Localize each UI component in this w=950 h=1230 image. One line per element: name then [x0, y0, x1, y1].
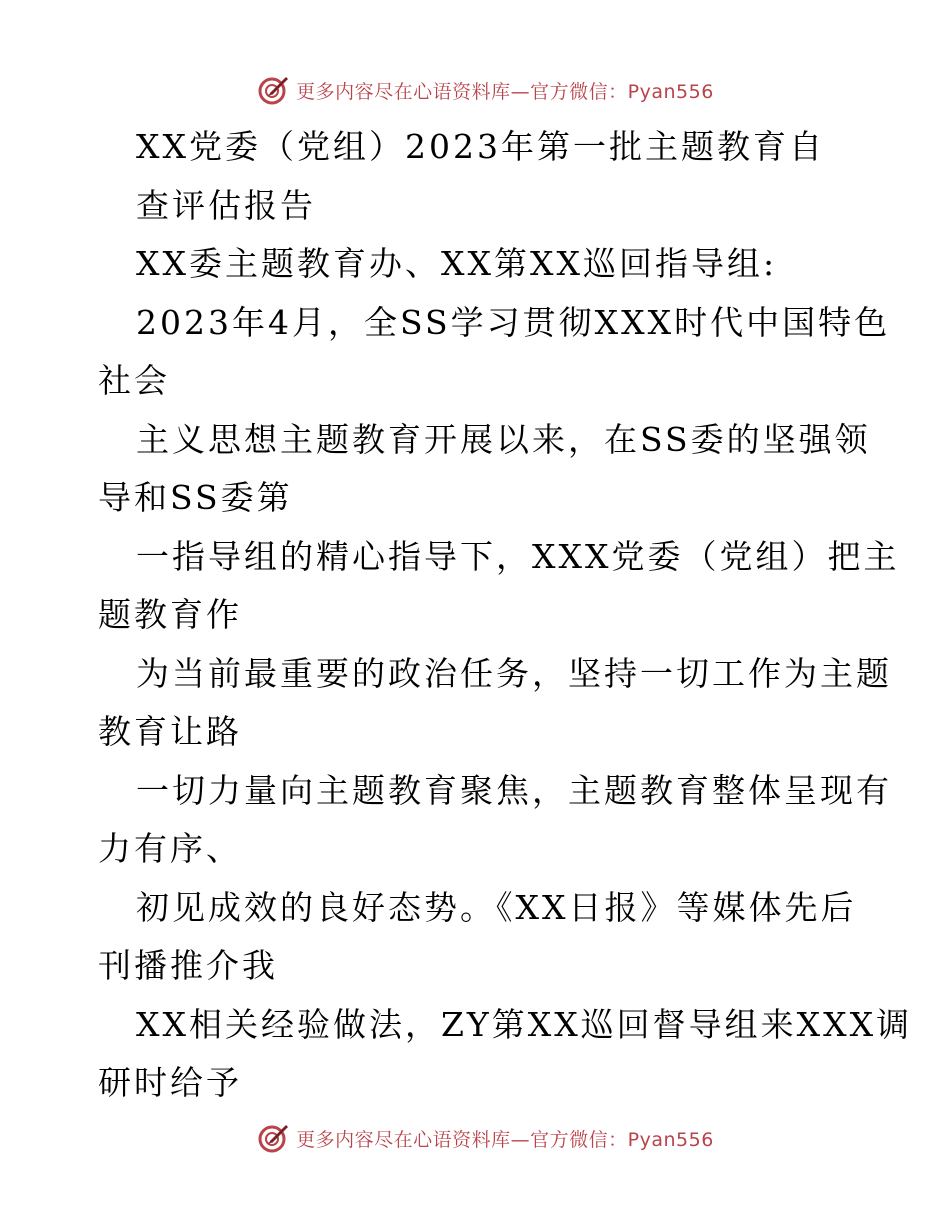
- document-line: 刊播推介我: [98, 946, 278, 985]
- document-line: XX委主题教育办、XX第XX巡回指导组:: [136, 244, 778, 283]
- document-line: XX相关经验做法，ZY第XX巡回督导组来XXX调: [136, 1004, 913, 1044]
- footer-banner-inner: [256, 1121, 714, 1155]
- document-line: 力有序、: [98, 829, 242, 868]
- document-line: 初见成效的良好态势。《XX日报》等媒体先后: [136, 887, 857, 927]
- document-line: 导和SS委第: [98, 478, 293, 517]
- header-banner-text: 更多内容尽在心语资料库—官方微信：Pyan556: [296, 80, 714, 103]
- document-line: 研时给予: [98, 1063, 242, 1102]
- header-banner-inner: [256, 73, 714, 107]
- document-line: 查评估报告: [136, 185, 316, 225]
- document-line: 教育让路: [98, 712, 242, 751]
- document-line: 一指导组的精心指导下，XXX党委（党组）把主: [136, 536, 900, 576]
- quill-logo-icon: [256, 1121, 290, 1155]
- document-line: XX党委（党组）2023年第一批主题教育自: [136, 127, 825, 166]
- document-line: 2023年4月，全SS学习贯彻XXX时代中国特色: [136, 302, 891, 342]
- document-line: 主义思想主题教育开展以来，在SS委的坚强领: [136, 419, 871, 459]
- header-banner: [0, 70, 950, 110]
- quill-logo-icon: [256, 73, 290, 107]
- footer-banner-text: 更多内容尽在心语资料库—官方微信：Pyan556: [296, 1128, 714, 1151]
- document-line: 为当前最重要的政治任务，坚持一切工作为主题: [136, 653, 892, 693]
- document-body: [98, 118, 913, 1113]
- document-line: 一切力量向主题教育聚焦，主题教育整体呈现有: [136, 770, 892, 810]
- footer-banner: [0, 1118, 950, 1158]
- document-line: 题教育作: [98, 595, 242, 634]
- document-line: 社会: [98, 361, 170, 400]
